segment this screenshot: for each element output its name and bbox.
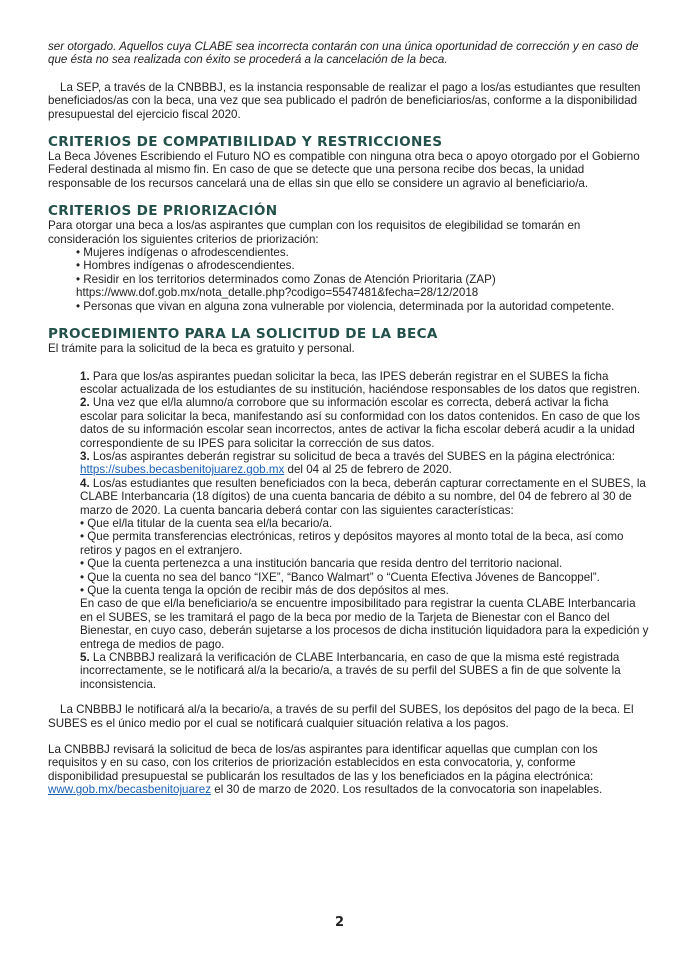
becas-link[interactable]: www.gob.mx/becasbenitojuarez xyxy=(48,783,212,797)
list-item: • Residir en los territorios determinados como Zonas de Atención Prioritaria (ZAP) https://www.dof.gob.mx/nota_detalle.php?codigo=5547481&fecha=28/12/2018 xyxy=(76,273,649,300)
step-number: 1. xyxy=(80,369,90,383)
review-text-after: el 30 de marzo de 2020. Los resultados de la convocatoria son inapelables. xyxy=(211,783,603,797)
procedure-steps xyxy=(48,370,649,692)
list-item: • Que permita transferencias electrónicas, retiros y depósitos mayores al monto total de la beca, así como retiros y pagos en el extranjero. xyxy=(80,530,649,557)
step-text-after: del 04 al 25 de febrero de 2020. xyxy=(284,463,452,477)
step-number: 3. xyxy=(80,449,90,463)
notification-paragraph: La CNBBBJ le notificará al/a la becario/a, a través de su perfil del SUBES, los depósitos del pago de la beca. El SUBES es el único medio por el cual se notificará cualquier situación relativa a los pagos. xyxy=(48,703,634,730)
step-text: La CNBBBJ realizará la verificación de CLABE Interbancaria, en caso de que la misma esté registrada incorrectamente, se le notificará al/a la becario/a, a través de su perfil del SUBES a fin de que solvente la inconsistencia. xyxy=(80,651,621,691)
step-number: 2. xyxy=(80,396,90,410)
step-number: 4. xyxy=(80,476,90,490)
list-item: • Que la cuenta no sea del banco “IXE”, “Banco Walmart” o “Cuenta Efectiva Jóvenes de Bancoppel”. xyxy=(80,571,649,584)
step-4 xyxy=(80,477,649,517)
review-text: La CNBBBJ revisará la solicitud de beca de los/as aspirantes para identificar aquellas que cumplan con los requisitos y en su caso, con los criterios de priorización establecidos en esta convocatoria, y, conforme disponibilidad presupuestal se publicarán los resultados de las y los beneficiados en la página electrónica: xyxy=(48,743,598,783)
list-item: • Que la cuenta pertenezca a una institución bancaria que resida dentro del territorio nacional. xyxy=(80,557,649,570)
step-1 xyxy=(80,370,649,397)
step-text: Los/as estudiantes que resulten beneficiados con la beca, deberán capturar correctamente en el SUBES, la CLABE Interbancaria (18 dígitos) de una cuenta bancaria de débito a su nombre, del 04 de febrero al 30 de marzo de 2020. La cuenta bancaria deberá contar con las siguientes características: xyxy=(80,476,646,517)
subes-link[interactable]: https://subes.becasbenitojuarez.gob.mx xyxy=(80,463,285,477)
compatibility-text: La Beca Jóvenes Escribiendo el Futuro NO es compatible con ninguna otra beca o apoyo otorgado por el Gobierno Federal destinada al mismo fin. En caso de que se detecte que una persona recibe dos becas, la unidad responsable de los recursos cancelará una de ellas sin que ello se considere un agravio al beneficiario/a. xyxy=(48,150,640,190)
intro-paragraph: ser otorgado. Aquellos cuya CLABE sea incorrecta contarán con una única oportunidad de corrección y en caso de que ésta no sea realizada con éxito se procederá a la cancelación de la beca. xyxy=(48,40,639,67)
list-item: • Hombres indígenas o afrodescendientes. xyxy=(76,259,649,272)
procedure-intro: El trámite para la solicitud de la beca es gratuito y personal. xyxy=(48,342,355,356)
account-requirements-list xyxy=(80,517,649,597)
prioritization-heading: CRITERIOS DE PRIORIZACIÓN xyxy=(48,203,278,220)
procedure-heading: PROCEDIMIENTO PARA LA SOLICITUD DE LA BECA xyxy=(48,326,438,343)
review-paragraph xyxy=(48,743,649,797)
list-item: • Que el/la titular de la cuenta sea el/la becario/a. xyxy=(80,517,649,530)
list-item: • Que la cuenta tenga la opción de recibir más de dos depósitos al mes. xyxy=(80,584,649,597)
step-5 xyxy=(80,651,649,691)
prioritization-text: Para otorgar una beca a los/as aspirantes que cumplan con los requisitos de elegibilidad se tomarán en consideración los siguientes criterios de priorización: xyxy=(48,219,581,246)
step-2 xyxy=(80,396,649,450)
compatibility-heading: CRITERIOS DE COMPATIBILIDAD Y RESTRICCIONES xyxy=(48,134,443,151)
step-text: Una vez que el/la alumno/a corrobore que su información escolar es correcta, deberá activar la ficha escolar para solicitar la beca, manifestando así su conformidad con los datos contenidos. En caso de que los datos de su información escolar sean incorrectos, antes de activar la ficha escolar deberá acudir a la unidad correspondiente de su IPES para solicitar la corrección de sus datos. xyxy=(80,396,641,450)
step-4-fallback: En caso de que el/la beneficiario/a se encuentre imposibilitado para registrar la cuenta CLABE Interbancaria en el SUBES, se les tramitará el pago de la beca por medio de la Tarjeta de Bienestar con el Banco del Bienestar, en cuyo caso, deberán sujetarse a los procesos de dicha institución liquidadora para la expedición y entrega de medios de pago. xyxy=(80,597,649,651)
step-text: Los/as aspirantes deberán registrar su solicitud de beca a través del SUBES en la página electrónica: xyxy=(89,449,615,463)
sep-paragraph: La SEP, a través de la CNBBBJ, es la instancia responsable de realizar el pago a los/as estudiantes que resulten beneficiados/as con la beca, una vez que sea publicado el padrón de beneficiarios/as, conforme a la disponibilidad presupuestal del ejercicio fiscal 2020. xyxy=(48,80,641,121)
step-text: Para que los/as aspirantes puedan solicitar la beca, las IPES deberán registrar en el SUBES la ficha escolar actualizada de los estudiantes de su institución, haciéndose responsables de los datos que registren. xyxy=(80,369,641,396)
list-item: • Personas que vivan en alguna zona vulnerable por violencia, determinada por la autoridad competente. xyxy=(76,300,649,313)
list-item: • Mujeres indígenas o afrodescendientes. xyxy=(76,246,649,259)
step-3 xyxy=(80,450,649,477)
prioritization-list xyxy=(48,246,649,313)
page-number: 2 xyxy=(334,915,345,930)
step-number: 5. xyxy=(80,651,90,665)
